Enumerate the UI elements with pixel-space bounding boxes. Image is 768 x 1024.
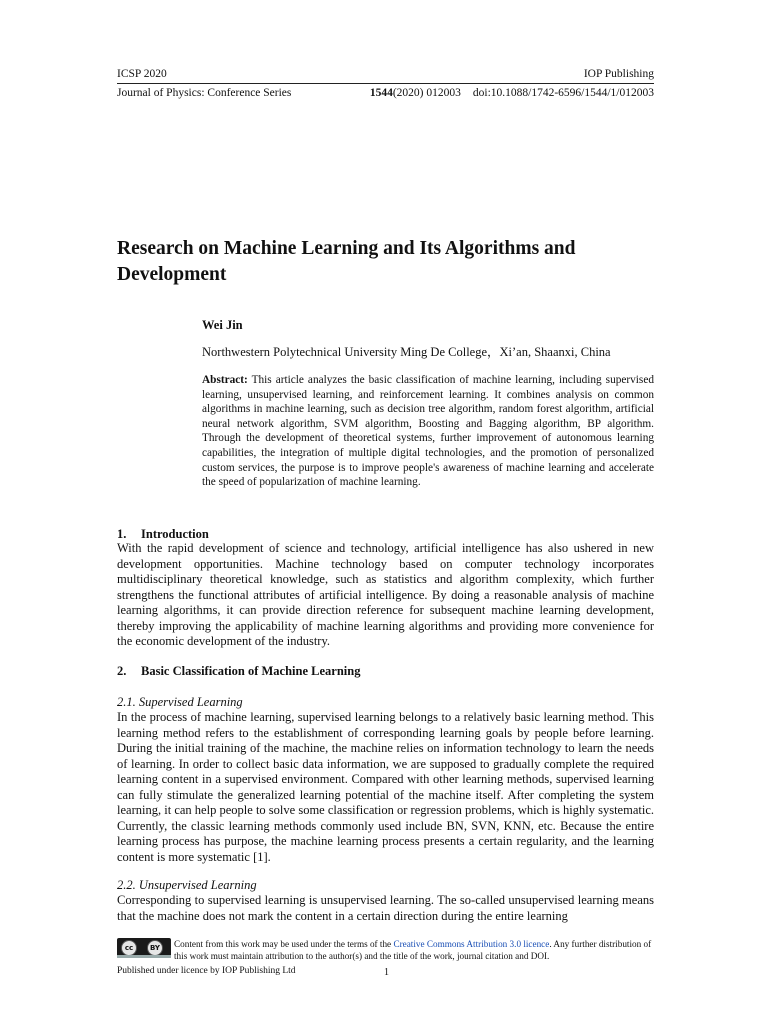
- section-heading-classification: [117, 664, 360, 679]
- conference-name: ICSP 2020: [117, 68, 167, 80]
- doi-link[interactable]: doi:10.1088/1742-6596/1544/1/012003: [472, 87, 654, 99]
- license-link[interactable]: Creative Commons Attribution 3.0 licence: [393, 939, 550, 949]
- section-heading-introduction: [117, 527, 209, 542]
- section-number: 2.: [117, 664, 127, 678]
- license-text-post: . Any further distribution of this work must maintain attribution to the author(s) and the title of the work, journal citation and DOI.: [174, 939, 652, 961]
- paper-title: Research on Machine Learning and Its Algorithms and Development: [117, 238, 576, 285]
- abstract: [202, 373, 654, 490]
- introduction-paragraph: With the rapid development of science and technology, artificial intelligence has also ushered in new development opportunities. Machine technology based on computer technology incorporates multidisciplinary theoretical knowledge, such as statistics and algorithm complexity, which further strengthens the functional attributes of artificial intelligence. By doing a reasonable analysis of machine learning algorithms, it can provide direction reference for subsequent machine learning development, thereby improving the applicability of machine learning algorithms and providing more convenience for the economic development of the industry.: [117, 541, 654, 648]
- badge-strip: [117, 955, 171, 958]
- cc-icon: cc: [121, 940, 137, 956]
- publisher-name: IOP Publishing: [583, 68, 654, 80]
- creative-commons-badge[interactable]: [117, 938, 171, 958]
- volume-info: [370, 87, 461, 99]
- page-number: 1: [384, 967, 389, 978]
- section-title: Introduction: [141, 527, 209, 541]
- subsection-heading-unsupervised: 2.2. Unsupervised Learning: [117, 878, 257, 892]
- running-header-bottom: [117, 87, 654, 99]
- abstract-text: This article analyzes the basic classification of machine learning, including supervised learning, unsupervised learning, and reinforcement learning. It combines analysis on common algorithms in machine learning, such as decision tree algorithm, random forest algorithm, artificial neural network algorithm, SVM algorithm, Boosting and Bagging algorithm, BP algorithm. Through the development of theoretical systems, further improvement of autonomous learning capabilities, the integration of multiple digital technologies, and the promotion of personalized custom services, the purpose is to improve people's awareness of machine learning and accelerate the speed of popularization of machine learning.: [202, 374, 654, 489]
- attribution-icon: BY: [147, 940, 163, 956]
- published-notice: Published under licence by IOP Publishing Ltd: [117, 966, 296, 976]
- header-rule: [117, 83, 654, 84]
- journal-name: Journal of Physics: Conference Series: [117, 87, 292, 99]
- license-text-pre: Content from this work may be used under the terms of the: [174, 939, 394, 949]
- unsupervised-paragraph: Corresponding to supervised learning is unsupervised learning. The so-called unsupervised learning means that the machine does not mark the content in a certain direction during the entire learning: [117, 893, 654, 923]
- abstract-label: Abstract:: [202, 374, 248, 386]
- section-title: Basic Classification of Machine Learning: [141, 664, 361, 678]
- volume-number: 1544: [369, 87, 393, 99]
- running-header-top: [117, 68, 654, 80]
- author-name: Wei Jin: [202, 318, 243, 332]
- license-notice: [174, 938, 658, 962]
- supervised-paragraph: In the process of machine learning, supervised learning belongs to a relatively basic learning method. This learning method refers to the establishment of corresponding learning goals by people before learning. During the initial training of the machine, the machine relies on information technology to learn the needs of learning. In order to collect basic data information, we are supposed to gradually complete the required learning content in a supervised environment. Compared with other learning methods, supervised learning can fully stimulate the generalized learning potential of the machine itself. After completing the system learning, it can help people to solve some classification or regression problems, which is highly systematic. Currently, the classic learning methods commonly used include BN, SVN, KNN, etc. Because the entire learning process has purpose, the machine learning process presents a certain regularity, and the learning content is more systematic [1].: [117, 710, 654, 864]
- section-number: 1.: [117, 527, 127, 541]
- author-affiliation: Northwestern Polytechnical University Ming De College，Xi’an, Shaanxi, China: [202, 345, 611, 359]
- subsection-heading-supervised: 2.1. Supervised Learning: [117, 695, 243, 709]
- year-article: (2020) 012003: [392, 87, 461, 99]
